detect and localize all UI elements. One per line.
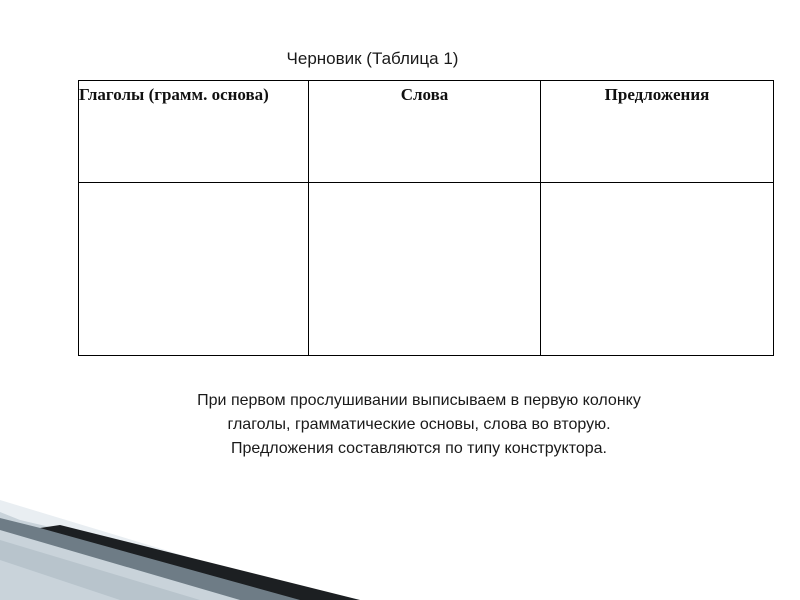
instructions-text bbox=[0, 389, 800, 461]
instructions-line: При первом прослушивании выписываем в первую колонку bbox=[197, 392, 641, 409]
table-row bbox=[79, 183, 774, 356]
header-words: Слова bbox=[309, 81, 541, 183]
draft-table bbox=[78, 80, 774, 356]
decorative-swoosh bbox=[0, 500, 800, 600]
instructions-line: глаголы, грамматические основы, слова во вторую. bbox=[227, 416, 611, 433]
cell-sentences[interactable] bbox=[541, 183, 774, 356]
page-title: Черновик (Таблица 1) bbox=[286, 49, 459, 68]
header-sentences: Предложения bbox=[541, 81, 774, 183]
cell-verbs[interactable] bbox=[79, 183, 309, 356]
table-header-row bbox=[79, 81, 774, 183]
instructions-line: Предложения составляются по типу конструктора. bbox=[231, 440, 607, 457]
cell-words[interactable] bbox=[309, 183, 541, 356]
header-verbs: Глаголы (грамм. основа) bbox=[79, 81, 309, 183]
